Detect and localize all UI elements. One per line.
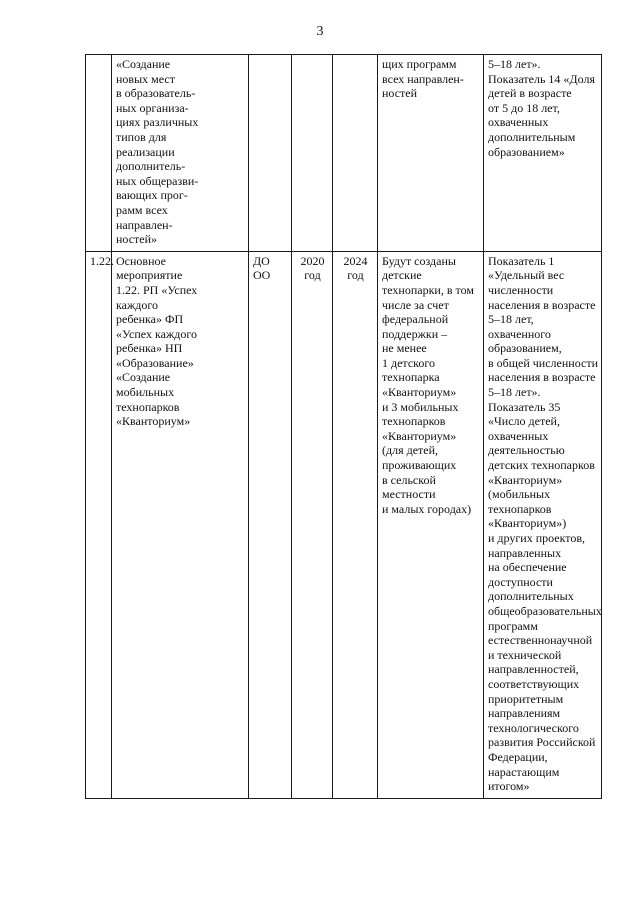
expected-result: щих программ всех направлен- ностей — [382, 57, 464, 101]
cell-end-year — [333, 55, 378, 252]
cell-expected-result — [378, 251, 484, 798]
cell-start-year — [292, 55, 333, 252]
indicator: Показатель 1 «Удельный вес численности населения в возрасте 5–18 лет, охваченного образованием, в общей численности населения в возрасте 5–18 лет». Показатель 35 «Число детей, охваченных деятельностью детских технопарков «Кванториум» (мобильных технопарков «Кванториум») и других проектов, направленных на обеспечение доступности дополнительных общеобразовательных программ естественнонаучной и технической направленностей, соответствующих приоритетным направлениям технологического развития Российской Федерации, нарастающим итогом» — [488, 253, 602, 794]
measures-table — [85, 54, 602, 799]
end-year: 2024 год — [343, 253, 368, 283]
cell-executor — [249, 251, 292, 798]
page-number: 3 — [316, 24, 324, 39]
start-year: 2020 год — [300, 253, 325, 283]
expected-result: Будут созданы детские технопарки, в том числе за счет федеральной поддержки – не менее 1 детского технопарка «Кванториум» и 3 мобильных технопарков «Кванториум» (для детей, проживающих в сельской местности и малых городах) — [382, 253, 474, 516]
measure-name: Основное мероприятие 1.22. РП «Успех каждого ребенка» ФП «Успех каждого ребенка» НП «Образование» «Создание мобильных технопарков «Кванториум» — [116, 253, 198, 429]
cell-indicator — [484, 251, 602, 798]
cell-number — [86, 55, 112, 252]
table-row — [86, 55, 602, 252]
cell-number — [86, 251, 112, 798]
cell-start-year — [292, 251, 333, 798]
executor: ДО ОО — [253, 253, 271, 283]
indicator: 5–18 лет». Показатель 14 «Доля детей в возрасте от 5 до 18 лет, охваченных дополнительным образованием» — [488, 57, 595, 159]
row-number: 1.22. — [90, 253, 114, 268]
cell-end-year — [333, 251, 378, 798]
cell-expected-result — [378, 55, 484, 252]
cell-indicator — [484, 55, 602, 252]
cell-measure-name — [112, 55, 249, 252]
cell-measure-name — [112, 251, 249, 798]
table-row — [86, 251, 602, 798]
measure-name: «Создание новых мест в образователь- ных организа- циях различных типов для реализации дополнитель- ных общеразви- вающих прог- рамм всех направлен- ностей» — [116, 57, 199, 247]
cell-executor — [249, 55, 292, 252]
